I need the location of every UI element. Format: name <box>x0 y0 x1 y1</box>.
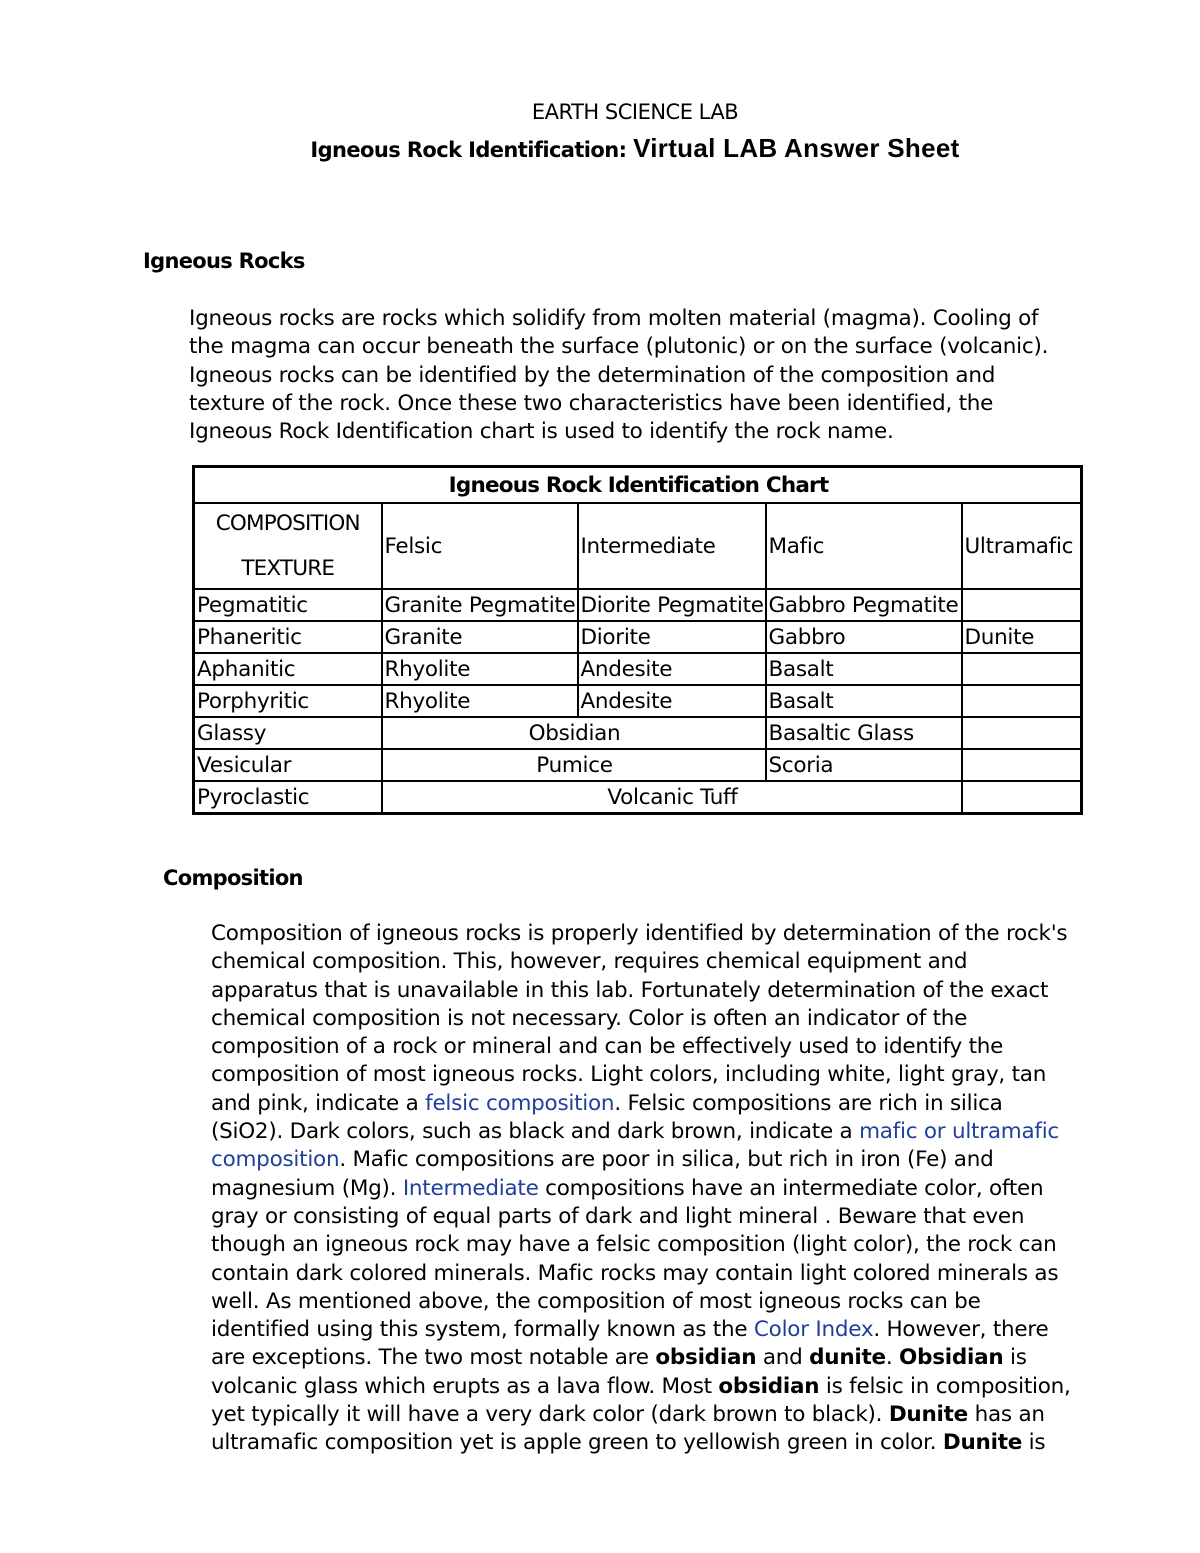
paragraph-line <box>211 1090 1071 1118</box>
paragraph-line: gray or consisting of equal parts of dark and light mineral . Beware that even <box>211 1203 1025 1229</box>
text-run: are exceptions. The two most notable are <box>211 1345 656 1371</box>
texture-cell: Pyroclastic <box>194 781 382 814</box>
table-cell: Basalt <box>766 685 962 717</box>
composition-label: COMPOSITION <box>215 511 360 536</box>
texture-cell: Porphyritic <box>194 685 382 717</box>
table-cell: Dunite <box>962 621 1082 653</box>
paragraph-line: composition of a rock or mineral and can be effectively used to identify the <box>211 1034 1004 1060</box>
table-cell: Diorite Pegmatite <box>578 589 766 621</box>
composition-term: composition <box>211 1147 340 1173</box>
composition-heading: Composition <box>163 866 303 890</box>
igneous-rock-identification-chart <box>192 465 1083 815</box>
paragraph-line <box>211 1401 1071 1429</box>
table-cell <box>962 717 1082 749</box>
table-cell: Andesite <box>578 685 766 717</box>
table-cell <box>962 653 1082 685</box>
paragraph-line: Igneous rocks can be identified by the determination of the composition and <box>189 362 996 388</box>
document-subtitle <box>0 133 1200 164</box>
paragraph-line: though an igneous rock may have a felsic composition (light color), the rock can <box>211 1232 1057 1258</box>
felsic-composition-term: felsic composition <box>425 1090 615 1116</box>
table-cell: Rhyolite <box>382 685 578 717</box>
text-run: . However, there <box>873 1317 1049 1343</box>
paragraph-line: apparatus that is unavailable in this lab. Fortunately determination of the exact <box>211 977 1049 1003</box>
text-run: yet typically it will have a very dark color (dark brown to black). <box>211 1402 889 1428</box>
table-cell <box>962 589 1082 621</box>
texture-cell: Pegmatitic <box>194 589 382 621</box>
obsidian-term: obsidian <box>655 1345 757 1371</box>
table-cell: Volcanic Tuff <box>382 781 962 814</box>
table-cell: Rhyolite <box>382 653 578 685</box>
paragraph-line: Igneous rocks are rocks which solidify from molten material (magma). Cooling of <box>189 306 1039 331</box>
table-cell: Pumice <box>382 749 766 781</box>
paragraph-line: Igneous Rock Identification chart is used to identify the rock name. <box>189 419 894 445</box>
obsidian-term: Obsidian <box>899 1345 1004 1371</box>
paragraph-line <box>211 1146 1071 1174</box>
table-row <box>194 685 1082 717</box>
table-cell: Basaltic Glass <box>766 717 962 749</box>
paragraph-line: chemical composition. This, however, requires chemical equipment and <box>211 949 968 975</box>
dunite-term: Dunite <box>942 1430 1023 1456</box>
subtitle-part2: Virtual LAB Answer Sheet <box>633 133 960 163</box>
column-header-mafic: Mafic <box>766 503 962 589</box>
paragraph-line: chemical composition is not necessary. Color is often an indicator of the <box>211 1005 968 1031</box>
obsidian-term: obsidian <box>718 1373 820 1399</box>
table-cell: Obsidian <box>382 717 766 749</box>
table-cell <box>962 749 1082 781</box>
paragraph-line <box>211 1175 1071 1203</box>
column-header-intermediate: Intermediate <box>578 503 766 589</box>
paragraph-line: composition of most igneous rocks. Light colors, including white, light gray, tan <box>211 1062 1047 1088</box>
text-run: is <box>1003 1345 1027 1371</box>
paragraph-line <box>211 1429 1071 1457</box>
intermediate-term: Intermediate <box>402 1175 539 1201</box>
table-cell: Gabbro <box>766 621 962 653</box>
paragraph-line <box>211 1373 1071 1401</box>
table-cell: Basalt <box>766 653 962 685</box>
text-run: and pink, indicate a <box>211 1090 426 1116</box>
table-row <box>194 717 1082 749</box>
table-cell <box>962 781 1082 814</box>
table-row <box>194 589 1082 621</box>
text-run: . Felsic compositions are rich in silica <box>614 1090 1003 1116</box>
table-cell: Andesite <box>578 653 766 685</box>
text-run: magnesium (Mg). <box>211 1175 403 1201</box>
text-run: and <box>756 1345 810 1371</box>
texture-cell: Aphanitic <box>194 653 382 685</box>
chart-corner-header <box>194 503 382 589</box>
text-run: ultramafic composition yet is apple green to yellowish green in color. <box>211 1430 943 1456</box>
table-cell: Granite Pegmatite <box>382 589 578 621</box>
text-run: . Mafic compositions are poor in silica, but rich in iron (Fe) and <box>339 1147 994 1173</box>
paragraph-line: texture of the rock. Once these two characteristics have been identified, the <box>189 390 994 416</box>
dunite-term: dunite <box>809 1345 886 1371</box>
table-row <box>194 621 1082 653</box>
dunite-term: Dunite <box>888 1402 969 1428</box>
paragraph-line <box>211 1344 1071 1372</box>
texture-label: TEXTURE <box>241 556 335 581</box>
table-cell: Gabbro Pegmatite <box>766 589 962 621</box>
text-run: (SiO2). Dark colors, such as black and dark brown, indicate a <box>211 1119 860 1145</box>
paragraph-line <box>211 1118 1071 1146</box>
text-run: has an <box>968 1402 1045 1428</box>
text-run: is <box>1022 1430 1046 1456</box>
table-row <box>194 653 1082 685</box>
subtitle-part1: Igneous Rock Identification: <box>310 138 634 162</box>
color-index-term: Color Index <box>753 1317 874 1343</box>
igneous-rocks-heading: Igneous Rocks <box>143 249 305 273</box>
table-cell: Diorite <box>578 621 766 653</box>
text-run: identified using this system, formally known as the <box>211 1317 754 1343</box>
table-cell: Granite <box>382 621 578 653</box>
document-title: EARTH SCIENCE LAB <box>531 100 739 124</box>
text-run: compositions have an intermediate color, often <box>538 1175 1044 1201</box>
text-run: is felsic in composition, <box>819 1373 1071 1399</box>
texture-cell: Vesicular <box>194 749 382 781</box>
table-cell <box>962 685 1082 717</box>
igneous-rocks-paragraph <box>189 305 1069 446</box>
text-run: volcanic glass which erupts as a lava flow. Most <box>211 1373 719 1399</box>
text-run: . <box>885 1345 900 1371</box>
paragraph-line: well. As mentioned above, the composition of most igneous rocks can be <box>211 1288 981 1314</box>
texture-cell: Glassy <box>194 717 382 749</box>
mafic-ultramafic-term: mafic or ultramafic <box>859 1119 1059 1145</box>
texture-cell: Phaneritic <box>194 621 382 653</box>
table-cell: Scoria <box>766 749 962 781</box>
chart-title: Igneous Rock Identification Chart <box>194 467 1082 504</box>
paragraph-line: Composition of igneous rocks is properly identified by determination of the rock's <box>211 921 1068 946</box>
table-row <box>194 749 1082 781</box>
paragraph-line: the magma can occur beneath the surface (plutonic) or on the surface (volcanic). <box>189 334 1049 360</box>
paragraph-line <box>211 1316 1071 1344</box>
column-header-ultramafic: Ultramafic <box>962 503 1082 589</box>
column-header-felsic: Felsic <box>382 503 578 589</box>
table-row <box>194 781 1082 814</box>
paragraph-line: contain dark colored minerals. Mafic rocks may contain light colored minerals as <box>211 1260 1059 1286</box>
composition-paragraph <box>211 920 1071 1458</box>
